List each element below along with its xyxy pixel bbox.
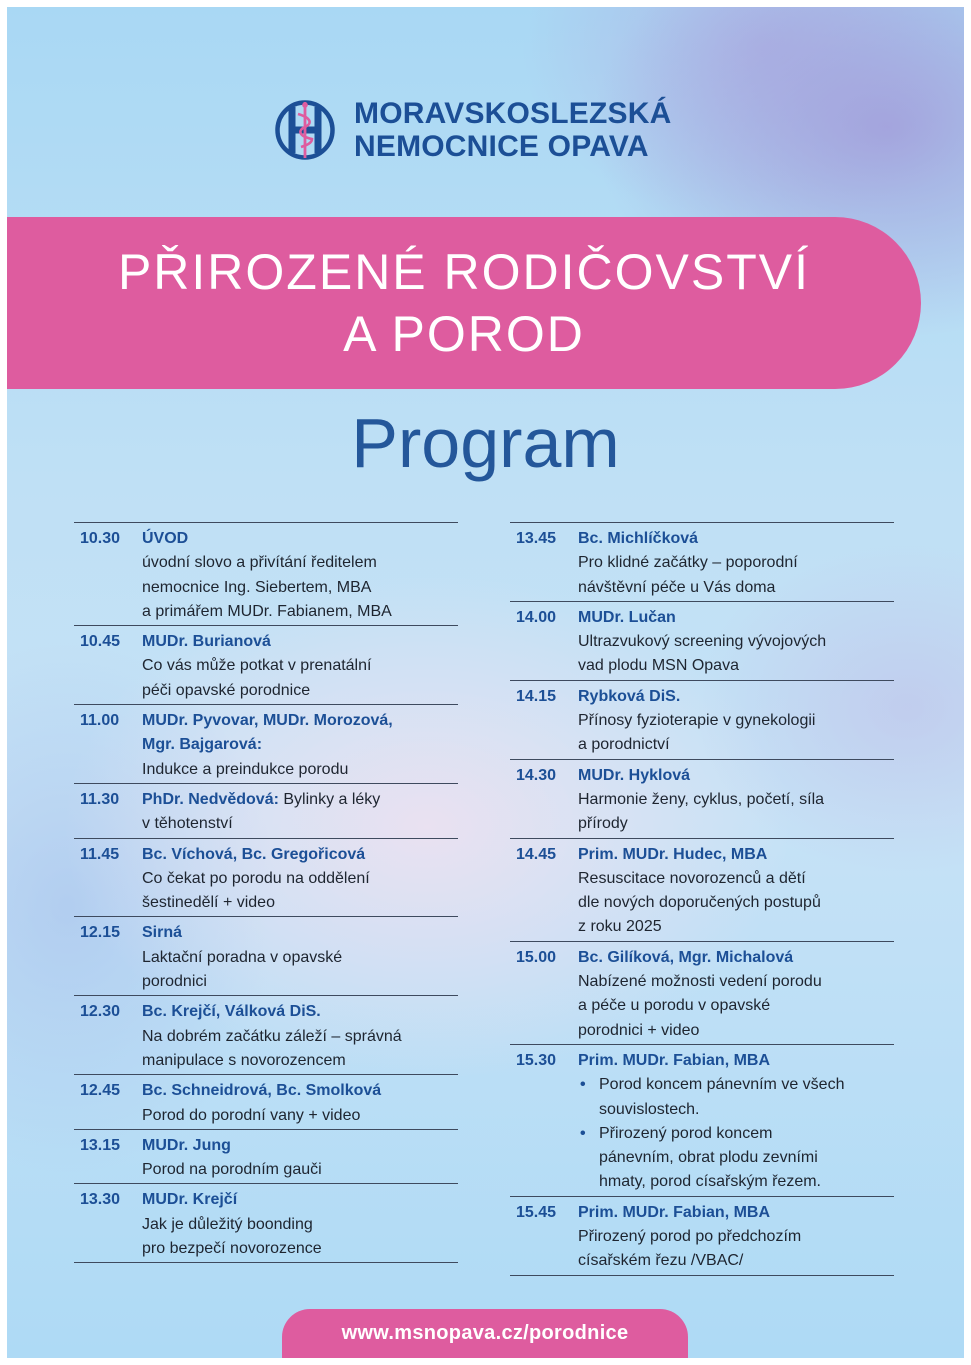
entry-topic-line: Indukce a preindukce porodu: [142, 760, 349, 778]
entry-topic-line: porodnici: [142, 973, 207, 991]
entry-topic-line: Pro klidné začátky – poporodní: [578, 554, 798, 572]
entry-topic-line: Přirozený porod po předchozím: [578, 1228, 802, 1246]
program-entry: [74, 916, 458, 995]
entry-time: 11.30: [80, 790, 120, 808]
entry-content: [142, 1188, 458, 1261]
entry-speaker: Rybková DiS.: [578, 687, 681, 705]
entry-speaker-line: [142, 709, 458, 733]
entry-time: 14.00: [516, 608, 557, 626]
entry-content: [142, 1134, 458, 1183]
hospital-logo: [274, 95, 671, 165]
entry-speaker-line: [578, 606, 894, 630]
entry-topic-line: šestinedělí + video: [142, 894, 275, 912]
entry-topic-inline: Bylinky a léky: [278, 790, 381, 808]
entry-topic-line: Jak je důležitý boonding: [142, 1215, 313, 1233]
entry-time: 14.15: [516, 687, 557, 705]
entry-speaker: Prim. MUDr. Hudec, MBA: [578, 845, 768, 863]
entry-topic-line: pánevním, obrat plodu zevními: [599, 1149, 818, 1167]
program-entry: [74, 1129, 458, 1184]
entry-topic-line: úvodní slovo a přivítání ředitelem: [142, 554, 377, 572]
entry-topic-line: císařském řezu /VBAC/: [578, 1252, 744, 1270]
program-entry: [510, 838, 894, 941]
entry-time: 12.45: [80, 1082, 121, 1100]
entry-content: [578, 685, 894, 758]
entry-speaker-line: [142, 630, 458, 654]
entry-topic-line: z roku 2025: [578, 918, 662, 936]
entry-speaker-line: [578, 764, 894, 788]
entry-topic-line: dle nových doporučených postupů: [578, 894, 821, 912]
entry-time: 13.15: [80, 1136, 121, 1154]
program-entry: [510, 1196, 894, 1276]
entry-speaker: Prim. MUDr. Fabian, MBA: [578, 1203, 771, 1221]
entry-content: [578, 946, 894, 1043]
entry-speaker: MUDr. Hyklová: [578, 766, 691, 784]
entry-speaker: Sirná: [142, 924, 183, 942]
entry-speaker-line: [578, 1201, 894, 1225]
entry-time: 13.45: [516, 530, 557, 547]
entry-topic-line: návštěvní péče u Vás doma: [578, 578, 776, 596]
event-title-line2: A POROD: [343, 306, 585, 362]
entry-topic-line: přírody: [578, 815, 628, 833]
program-entry: [74, 1074, 458, 1129]
entry-speaker-line: [142, 843, 458, 867]
hospital-name-line2: NEMOCNICE OPAVA: [354, 130, 649, 163]
entry-time: 14.30: [516, 766, 557, 784]
entry-topic-line: nemocnice Ing. Siebertem, MBA: [142, 578, 372, 596]
entry-topic-line: pro bezpečí novorozence: [142, 1240, 322, 1258]
entry-topic-line: Laktační poradna v opavské: [142, 948, 343, 966]
hospital-name: [354, 97, 671, 163]
entry-topic-line: a primářem MUDr. Fabianem, MBA: [142, 602, 392, 620]
entry-speaker-line: [142, 527, 458, 551]
program-column-left: [74, 522, 458, 1263]
entry-topic-list-item: [578, 1122, 894, 1195]
program-entry: [510, 1044, 894, 1196]
entry-content: [142, 1000, 458, 1073]
entry-topic-line: a péče u porodu v opavské: [578, 997, 771, 1015]
entry-topic-line: v těhotenství: [142, 815, 233, 833]
entry-speaker-line: [578, 946, 894, 970]
program-entry: [74, 783, 458, 838]
entry-time: 12.30: [80, 1003, 121, 1021]
entry-speaker: Mgr. Bajgarová:: [142, 736, 263, 754]
program-entry: [510, 680, 894, 759]
entry-topic-line: Na dobrém začátku záleží – správná: [142, 1027, 402, 1045]
entry-topic-list-item: [578, 1073, 894, 1122]
program-entry: [74, 838, 458, 917]
entry-speaker: MUDr. Burianová: [142, 633, 271, 651]
program-heading: Program: [351, 404, 620, 482]
entry-content: [578, 843, 894, 940]
entry-speaker-line: [578, 685, 894, 709]
program-entry: [74, 995, 458, 1074]
poster: [7, 7, 964, 1358]
entry-content: [142, 709, 458, 782]
entry-speaker-line: [578, 843, 894, 867]
website-link[interactable]: www.msnopava.cz/porodnice: [282, 1309, 688, 1358]
entry-time: 12.15: [80, 924, 121, 942]
entry-topic-line: a porodnictví: [578, 736, 670, 754]
entry-content: [142, 630, 458, 703]
entry-time: 11.00: [80, 712, 120, 730]
entry-topic-line: Nabízené možnosti vedení porodu: [578, 973, 822, 991]
entry-topic-line: vad plodu MSN Opava: [578, 657, 739, 675]
entry-speaker: ÚVOD: [142, 530, 189, 547]
entry-speaker: Bc. Gilíková, Mgr. Michalová: [578, 948, 794, 966]
entry-topic-line: Co vás může potkat v prenatální: [142, 657, 372, 675]
program-entry: [510, 601, 894, 680]
entry-topic-line: Porod do porodní vany + video: [142, 1106, 361, 1124]
entry-content: [142, 788, 458, 837]
entry-speaker: Bc. Krejčí, Válková DiS.: [142, 1003, 321, 1021]
entry-speaker-line: [142, 788, 458, 812]
entry-topic-line: Harmonie ženy, cyklus, početí, síla: [578, 790, 825, 808]
entry-speaker-line: [578, 1049, 894, 1073]
entry-time: 15.30: [516, 1051, 557, 1069]
entry-topic-line: Porod na porodním gauči: [142, 1161, 322, 1179]
entry-topic-line: Přínosy fyzioterapie v gynekologii: [578, 712, 816, 730]
bullet-icon: •: [580, 1124, 586, 1142]
entry-speaker-line: [142, 1000, 458, 1024]
program-entry: [74, 522, 458, 625]
program-column-right: [510, 522, 894, 1276]
entry-time: 15.00: [516, 948, 557, 966]
entry-content: [578, 764, 894, 837]
event-title-banner: [7, 217, 921, 389]
entry-speaker: MUDr. Pyvovar, MUDr. Morozová,: [142, 712, 393, 730]
entry-speaker-line: [142, 1079, 458, 1103]
entry-time: 10.45: [80, 633, 121, 651]
entry-content: [142, 527, 458, 624]
entry-time: 14.45: [516, 845, 557, 863]
program-entry: [510, 941, 894, 1044]
program-entry: [510, 522, 894, 601]
entry-topic-list: [578, 1073, 894, 1194]
entry-speaker: Bc. Michlíčková: [578, 530, 699, 547]
entry-time: 13.30: [80, 1191, 121, 1209]
entry-time: 11.45: [80, 845, 120, 863]
entry-topic-line: Porod koncem pánevním ve všech: [599, 1076, 845, 1094]
entry-content: [142, 921, 458, 994]
hospital-name-line1: MORAVSKOSLEZSKÁ: [354, 97, 672, 130]
entry-topic-line: manipulace s novorozencem: [142, 1051, 346, 1069]
entry-topic-line: Přirozený porod koncem: [599, 1124, 773, 1142]
entry-topic-line: Ultrazvukový screening vývojových: [578, 633, 827, 651]
entry-content: [578, 1201, 894, 1274]
program-entry: [74, 625, 458, 704]
program-entry: [74, 1183, 458, 1263]
entry-content: [142, 1079, 458, 1128]
entry-speaker: MUDr. Krejčí: [142, 1191, 238, 1209]
entry-topic-line: Resuscitace novorozenců a dětí: [578, 869, 806, 887]
entry-topic-line: Co čekat po porodu na oddělení: [142, 869, 370, 887]
entry-topic-line: souvislostech.: [599, 1100, 700, 1118]
entry-content: [142, 843, 458, 916]
program-entry: [510, 759, 894, 838]
entry-time: 10.30: [80, 530, 121, 547]
entry-topic-line: hmaty, porod císařským řezem.: [599, 1173, 821, 1191]
bullet-icon: •: [580, 1076, 586, 1094]
caduceus-h-logo-icon: [274, 99, 336, 161]
entry-time: 15.45: [516, 1203, 557, 1221]
entry-content: [578, 1049, 894, 1195]
entry-speaker-line: [578, 527, 894, 551]
entry-speaker: PhDr. Nedvědová:: [142, 790, 279, 808]
entry-speaker-line: [142, 1134, 458, 1158]
entry-speaker-line: [142, 1188, 458, 1212]
entry-speaker-line: [142, 733, 458, 757]
entry-speaker: Prim. MUDr. Fabian, MBA: [578, 1051, 771, 1069]
entry-topic-line: porodnici + video: [578, 1021, 700, 1039]
program-entry: [74, 704, 458, 783]
entry-speaker: MUDr. Jung: [142, 1136, 231, 1154]
entry-speaker: MUDr. Lučan: [578, 608, 676, 626]
entry-speaker: Bc. Schneidrová, Bc. Smolková: [142, 1082, 382, 1100]
entry-speaker: Bc. Víchová, Bc. Gregořicová: [142, 845, 366, 863]
entry-speaker-line: [142, 921, 458, 945]
entry-content: [578, 606, 894, 679]
entry-content: [578, 527, 894, 600]
entry-topic-line: péči opavské porodnice: [142, 681, 311, 699]
event-title-line1: PŘIROZENÉ RODIČOVSTVÍ: [117, 244, 811, 300]
